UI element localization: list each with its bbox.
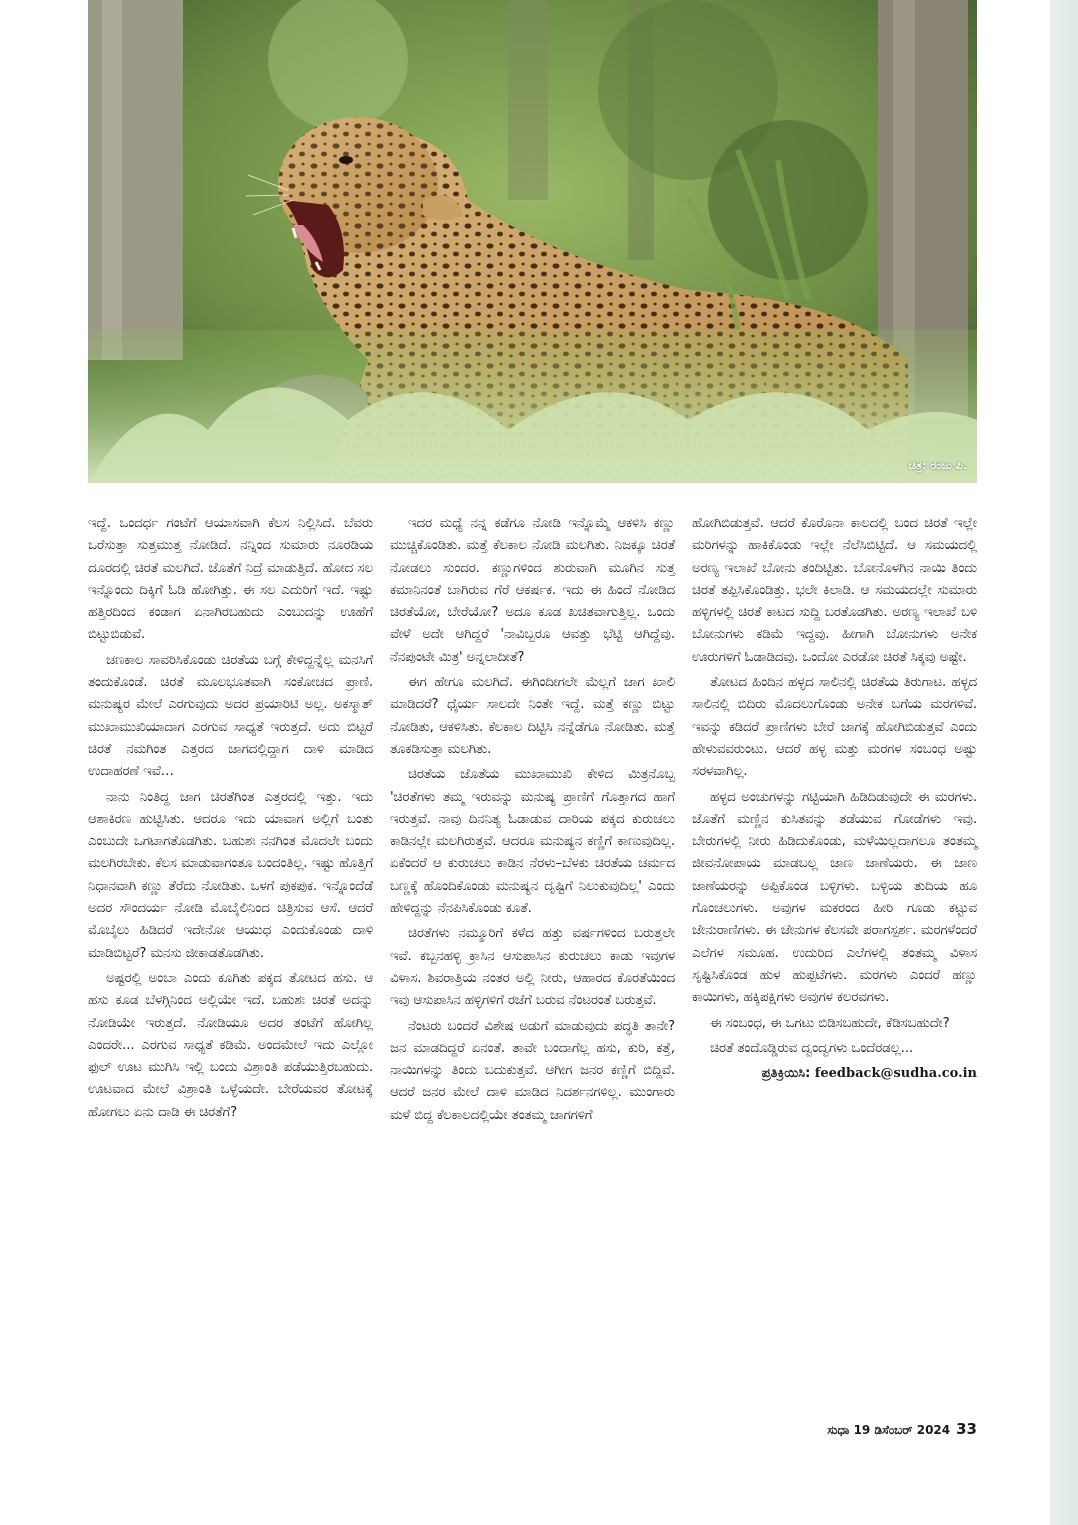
paragraph: ತೋಟದ ಹಿಂದಿನ ಹಳ್ಳದ ಸಾಲಿನಲ್ಲಿ ಚಿರತೆಯ ತಿರುಗಾಟ. ಹಳ್ಳದ ಸಾಲಿನಲ್ಲಿ ಬಿದಿರು ಮೊದಲುಗೊಂಡು ಅನೇಕ ಬಗೆಯ ಮರಗಳಿವೆ. ಇವನ್ನು ಕಡಿದರೆ ಪ್ರಾಣಿಗಳು ಬೇರೆ ಜಾಗಕ್ಕೆ ಹೋಗಿಬಿಡುತ್ತವೆ ಎಂದು ಹೇಳುವವರುಂಟು. ಆದರೆ ಹಳ್ಳ ಮತ್ತು ಮರಗಳ ಸಂಬಂಧ ಅಷ್ಟು ಸರಳವಾಗಿಲ್ಲ.	[692, 675, 977, 780]
column-2	[390, 513, 675, 1130]
feedback-label: ಪ್ರತಿಕ್ರಿಯಿಸಿ:	[761, 1066, 815, 1082]
paragraph: ಚಿರತೆಯ ಜೊತೆಯ ಮುಖಾಮುಖಿ ಕೇಳಿದ ಮಿತ್ರನೊಬ್ಬ 'ಚಿರತೆಗಳು ತಮ್ಮ ಇರುವನ್ನು ಮನುಷ್ಯ ಪ್ರಾಣಿಗೆ ಗೊತ್ತಾಗದ ಹಾಗೆ ಇರುತ್ತವೆ. ನಾವು ದಿನನಿತ್ಯ ಓಡಾಡುವ ದಾರಿಯ ಪಕ್ಕದ ಕುರುಚಲು ಕಾಡಿನಲ್ಲೇ ಮಲಗಿರುತ್ತವೆ. ಆದರೂ ಮನುಷ್ಯನ ಕಣ್ಣಿಗೆ ಕಾಣುವುದಿಲ್ಲ. ಏಕೆಂದರೆ ಆ ಕುರುಚಲು ಕಾಡಿನ ನೆರಳು–ಬೆಳಕು ಚಿರತೆಯ ಚರ್ಮದ ಬಣ್ಣಕ್ಕೆ ಹೊಂದಿಕೊಂಡು ಮನುಷ್ಯನ ದೃಷ್ಟಿಗೆ ನಿಲುಕುವುದಿಲ್ಲ' ಎಂದು ಹೇಳಿದ್ದನ್ನು ನೆನಪಿಸಿಕೊಂಡು ಕೂತೆ.	[390, 767, 675, 917]
page-number: 33	[956, 1420, 977, 1438]
paragraph: ಹಳ್ಳದ ಅಂಚುಗಳನ್ನು ಗಟ್ಟಿಯಾಗಿ ಹಿಡಿದಿಡುವುದೇ ಈ ಮರಗಳು. ಜೊತೆಗೆ ಮಣ್ಣಿನ ಕುಸಿತವನ್ನು ತಡೆಯುವ ಗೋಡೆಗಳು ಇವು. ಬೇರುಗಳಲ್ಲಿ ನೀರು ಹಿಡಿದುಕೊಂಡು, ಮಳೆಯಿಲ್ಲದಾಗಲೂ ತಂತಮ್ಮ ಜೀವನೋಪಾಯ ಮಾಡಬಲ್ಲ ಜಾಣ ಜಾಣೆಯರು. ಈ ಜಾಣ ಜಾಣೆಯರನ್ನು ಅಪ್ಪಿಕೊಂಡ ಬಳ್ಳಿಗಳು. ಬಳ್ಳಿಯ ತುದಿಯ ಹೂ ಗೊಂಚಲುಗಳು. ಅವುಗಳ ಮಕರಂದ ಹೀರಿ ಗೂಡು ಕಟ್ಟುವ ಜೇನುರಾಣಿಗಳು. ಈ ಜೇನುಗಳ ಕೆಲಸವೇ ಪರಾಗಸ್ಪರ್ಶ. ಮರಗಳೆಂದರೆ ಎಲೆಗಳ ಸಮೂಹ. ಉದುರಿದ ಎಲೆಗಳಲ್ಲಿ ತಂತಮ್ಮ ವಿಳಾಸ ಸೃಷ್ಟಿಸಿಕೊಂಡ ಹುಳ ಹುಪ್ಪಟೆಗಳು. ಮರಗಳು ಎಂದರೆ ಹಣ್ಣು ಕಾಯಿಗಳು, ಹಕ್ಕಿಪಕ್ಷಿಗಳು ಅವುಗಳ ಕಲರವಗಳು.	[692, 789, 977, 1006]
leopard-photo	[88, 0, 977, 483]
feedback-line	[692, 1063, 977, 1085]
paragraph: ಇದರ ಮಧ್ಯೆ ನನ್ನ ಕಡೆಗೂ ನೋಡಿ ಇನ್ನೊಮ್ಮೆ ಆಕಳಿಸಿ ಕಣ್ಣು ಮುಚ್ಚಿಕೊಂಡಿತು. ಮತ್ತೆ ಕೆಲಕಾಲ ನೋಡಿ ಮಲಗಿತು. ನಿಜಕ್ಕೂ ಚಿರತೆ ನೋಡಲು ಸುಂದರ. ಕಣ್ಣುಗಳಿಂದ ಶುರುವಾಗಿ ಮೂಗಿನ ಸುತ್ತ ಕಮಾನಿನಂತೆ ಬಾಗಿರುವ ಗೆರೆ ಆಕರ್ಷಕ. ಇದು ಈ ಹಿಂದೆ ನೋಡಿದ ಚಿರತೆಯೋ, ಬೇರೆಯೋ? ಅದೂ ಕೂಡ ಖಚಿತವಾಗುತ್ತಿಲ್ಲ. ಒಂದು ವೇಳೆ ಅದೇ ಆಗಿದ್ದರೆ 'ನಾವಿಬ್ಬರೂ ಆವತ್ತು ಭೆಟ್ಟಿ ಆಗಿದ್ದೆವು. ನೆನಪುಂಟೇ ಮಿತ್ರ' ಅನ್ನಲಾದೀತೆ?	[390, 516, 675, 665]
paragraph: ಈಗ ಹೇಗೂ ಮಲಗಿದೆ. ಈಗಿಂದೀಗಲೇ ಮೆಲ್ಲಗೆ ಜಾಗ ಖಾಲಿ ಮಾಡಿದರೆ? ಧೈರ್ಯ ಸಾಲದೇ ನಿಂತೇ ಇದ್ದೆ. ಮತ್ತೆ ಕಣ್ಣು ಬಿಟ್ಟು ನೋಡಿತು, ಆಕಳಿಸಿತು. ಕೆಲಕಾಲ ದಿಟ್ಟಿಸಿ ನನ್ನೆಡೆಗೂ ನೋಡಿತು. ಮತ್ತೆ ತೂಕಡಿಸುತ್ತಾ ಮಲಗಿತು.	[390, 675, 675, 757]
issue-date: ಸುಧಾ 19 ಡಿಸೆಂಬರ್ 2024	[827, 1423, 951, 1437]
paragraph: ಚಣಕಾಲ ಸಾವರಿಸಿಕೊಂಡು ಚಿರತೆಯ ಬಗ್ಗೆ ಕೇಳಿದ್ದನ್ನೆಲ್ಲ ಮನಸಿಗೆ ತಂದುಕೊಂಡೆ. ಚಿರತೆ ಮೂಲಭೂತವಾಗಿ ಸಂಕೋಚದ ಪ್ರಾಣಿ. ಮನುಷ್ಯರ ಮೇಲೆ ಎರಗುವುದು ಅದರ ಪ್ರಯಾರಿಟಿ ಅಲ್ಲ. ಅಕಸ್ಮಾತ್ ಮುಖಾಮುಖಿಯಾದಾಗ ಎರಗುವ ಸಾಧ್ಯತೆ ಇರುತ್ತದೆ. ಅದು ಬಿಟ್ಟರೆ ಚಿರತೆ ನಮಗಿಂತ ಎತ್ತರದ ಜಾಗದಲ್ಲಿದ್ದಾಗ ದಾಳಿ ಮಾಡಿದ ಉದಾಹರಣೆ ಇವೆ…	[88, 652, 373, 780]
paragraph: ನಾನು ನಿಂತಿದ್ದ ಜಾಗ ಚಿರತೆಗಿಂತ ಎತ್ತರದಲ್ಲಿ ಇತ್ತು. ಇದು ಆಶಾಕಿರಣ ಹುಟ್ಟಿಸಿತು. ಆದರೂ ಇದು ಯಾವಾಗ ಅಲ್ಲಿಗೆ ಬಂತು ಎಂಬುದೇ ಒಗಟಾಗತೊಡಗಿತು. ಬಹುಶಃ ನನಗಿಂತ ಮೊದಲೇ ಬಂದು ಮಲಗಿರಬೇಕು. ಕೆಲಸ ಮಾಡುವಾಗಂತೂ ಬಂದಂತಿಲ್ಲ. ಇಷ್ಟು ಹೊತ್ತಿಗೆ ನಿಧಾನವಾಗಿ ಕಣ್ಣು ತೆರೆದು ನೋಡಿತು. ಒಳಗೆ ಪುಕಪುಕ. ಇನ್ನೊಂದೆಡೆ ಅದರ ಸೌಂದರ್ಯ ನೋಡಿ ಮೊಬೈಲಿನಿಂದ ಚಿತ್ರಿಸುವ ಆಸೆ. ಆದರೆ ಮೊಬೈಲು ಹಿಡಿದರೆ ಇದೇನೋ ಆಯುಧ ಎಂದುಕೊಂಡು ದಾಳಿ ಮಾಡಿಬಿಟ್ಟರೆ? ಮನಸು ಜೀಕಾಡತೊಡಗಿತು.	[88, 789, 373, 961]
column-3	[692, 513, 977, 1130]
article-body	[88, 513, 977, 1130]
leopard-illustration	[88, 0, 977, 483]
paragraph: ಅಷ್ಟರಲ್ಲಿ ಅಂಬಾ ಎಂದು ಕೂಗಿತು ಪಕ್ಕದ ತೋಟದ ಹಸು. ಆ ಹಸು ಕೂಡ ಬೆಳಗ್ಗಿನಿಂದ ಅಲ್ಲಿಯೇ ಇದೆ. ಬಹುಶಃ ಚಿರತೆ ಅದನ್ನು ನೋಡಿಯೇ ಇರುತ್ತದೆ. ನೋಡಿಯೂ ಅದರ ತಂಟೆಗೆ ಹೋಗಿಲ್ಲ ಎಂದರೇ... ಎರಗುವ ಸಾಧ್ಯತೆ ಕಡಿಮೆ. ಅಂದಮೇಲೆ ಇದು ಎಲ್ಲೋ ಫುಲ್ ಊಟ ಮುಗಿಸಿ ಇಲ್ಲಿ ಬಂದು ವಿಶ್ರಾಂತಿ ಪಡೆಯುತ್ತಿರಬಹುದು. ಊಟವಾದ ಮೇಲೆ ವಿಶ್ರಾಂತಿ ಒಳ್ಳೆಯದೇ. ಬೇರೆಯವರ ತೋಟಕ್ಕೆ ಹೋಗಲು ಏನು ದಾಡಿ ಈ ಚಿರತೆಗೆ?	[88, 970, 373, 1120]
photo-credit: ಚಿತ್ರ: ರಂಜು ಪಿ.	[908, 459, 967, 472]
feedback-email[interactable]: feedback@sudha.co.in	[814, 1066, 977, 1082]
paragraph: ಚಿರತೆಗಳು ನಮ್ಮೂರಿಗೆ ಕಳೆದ ಹತ್ತು ವರ್ಷಗಳಿಂದ ಬರುತ್ತಲೇ ಇವೆ. ಕಬ್ಬನಹಳ್ಳಿ ಕ್ರಾಸಿನ ಆಸುಪಾಸಿನ ಕುರುಚಲು ಕಾಡು ಇವುಗಳ ವಿಳಾಸ. ಶಿವರಾತ್ರಿಯ ನಂತರ ಅಲ್ಲಿ ನೀರು, ಆಹಾರದ ಕೊರತೆಯಿಂದ ಇವು ಆಸುಪಾಸಿನ ಹಳ್ಳಿಗಳಿಗೆ ರಜೆಗೆ ಬರುವ ನೆಂಟರಂತೆ ಬರುತ್ತವೆ.	[390, 926, 675, 1009]
paragraph: ಚಿರತೆ ತಂದೊಡ್ಡಿರುವ ದ್ವಂದ್ವಗಳು ಒಂದೆರಡಲ್ಲ...	[710, 1040, 913, 1056]
page-edge	[1050, 0, 1078, 1525]
paragraph: ಇದ್ದೆ. ಒಂದರ್ಧ ಗಂಟೆಗೆ ಆಯಾಸವಾಗಿ ಕೆಲಸ ನಿಲ್ಲಿಸಿದೆ. ಬೆವರು ಒರೆಸುತ್ತಾ ಸುತ್ತಮುತ್ತ ನೋಡಿದೆ. ನನ್ನಿಂದ ಸುಮಾರು ನೂರಡಿಯ ದೂರದಲ್ಲಿ ಚಿರತೆ ಮಲಗಿದೆ. ಜೊತೆಗೆ ನಿದ್ರೆ ಮಾಡುತ್ತಿದೆ. ಹೋದ ಸಲ ಇನ್ನೊಂದು ದಿಕ್ಕಿಗೆ ಓಡಿ ಹೋಗಿತ್ತು. ಈ ಸಲ ಎದುರಿಗೆ ಇದೆ. ಇಷ್ಟು ಹತ್ತಿರದಿಂದ ಕಂಡಾಗ ಏನಾಗಿರಬಹುದು ಎಂಬುದನ್ನು ಊಹೆಗೆ ಬಿಟ್ಟುಬಿಡುವೆ.	[88, 516, 373, 643]
paragraph: ನೆಂಟರು ಬಂದರೆ ವಿಶೇಷ ಅಡುಗೆ ಮಾಡುವುದು ಪದ್ಧತಿ ತಾನೇ? ಜನ ಮಾಡದಿದ್ದರೆ ಏನಂತೆ. ತಾವೇ ಬಂದಾಗೆಲ್ಲ ಹಸು, ಕುರಿ, ಕತ್ತೆ, ನಾಯಿಗಳನ್ನು ತಿಂದು ಬದುಕುತ್ತವೆ. ಆಗೀಗ ಜನರ ಕಣ್ಣಿಗೆ ಬಿದ್ದಿವೆ. ಆದರೆ ಜನರ ಮೇಲೆ ದಾಳಿ ಮಾಡಿದ ನಿದರ್ಶನಗಳಿಲ್ಲ. ಮುಂಗಾರು ಮಳೆ ಬಿದ್ದ ಕೆಲಕಾಲದಲ್ಲಿಯೇ ತಂತಮ್ಮ ಜಾಗಗಳಿಗೆ	[390, 1018, 675, 1123]
column-1	[88, 513, 373, 1130]
paragraph: ಈ ಸಂಬಂಧ, ಈ ಒಗಟು ಬಿಡಿಸಬಹುದೇ, ಕೆಡಿಸಬಹುದೇ?	[710, 1015, 950, 1031]
paragraph: ಹೋಗಿಬಿಡುತ್ತವೆ. ಆದರೆ ಕೊರೊನಾ ಕಾಲದಲ್ಲಿ ಬಂದ ಚಿರತೆ ಇಲ್ಲೇ ಮರಿಗಳನ್ನು ಹಾಕಿಕೊಂಡು ಇಲ್ಲೇ ನೆಲೆಸಿಬಿಟ್ಟಿದೆ. ಆ ಸಮಯದಲ್ಲಿ ಅರಣ್ಯ ಇಲಾಖೆ ಬೋನು ತಂದಿಟ್ಟಿತು. ಬೋನೊಳಗಿನ ನಾಯಿ ತಿಂದು ಚಿರತೆ ತಪ್ಪಿಸಿಕೊಂಡಿತ್ತು. ಭಲೇ ಕಿಲಾಡಿ. ಆ ಸಮಯದಲ್ಲೇ ಸುಮಾರು ಹಳ್ಳಿಗಳಲ್ಲಿ ಚಿರತೆ ಕಾಟದ ಸುದ್ದಿ ಬರತೊಡಗಿತು. ಅರಣ್ಯ ಇಲಾಖೆ ಬಳಿ ಬೋನುಗಳು ಕಡಿಮೆ ಇದ್ದವು. ಹೀಗಾಗಿ ಬೋನುಗಳು ಅನೇಕ ಊರುಗಳಿಗೆ ಓಡಾಡಿದವು. ಒಂದೋ ಎರಡೋ ಚಿರತೆ ಸಿಕ್ಕವು ಅಷ್ಟೇ.	[692, 516, 977, 665]
page-footer	[827, 1420, 977, 1438]
